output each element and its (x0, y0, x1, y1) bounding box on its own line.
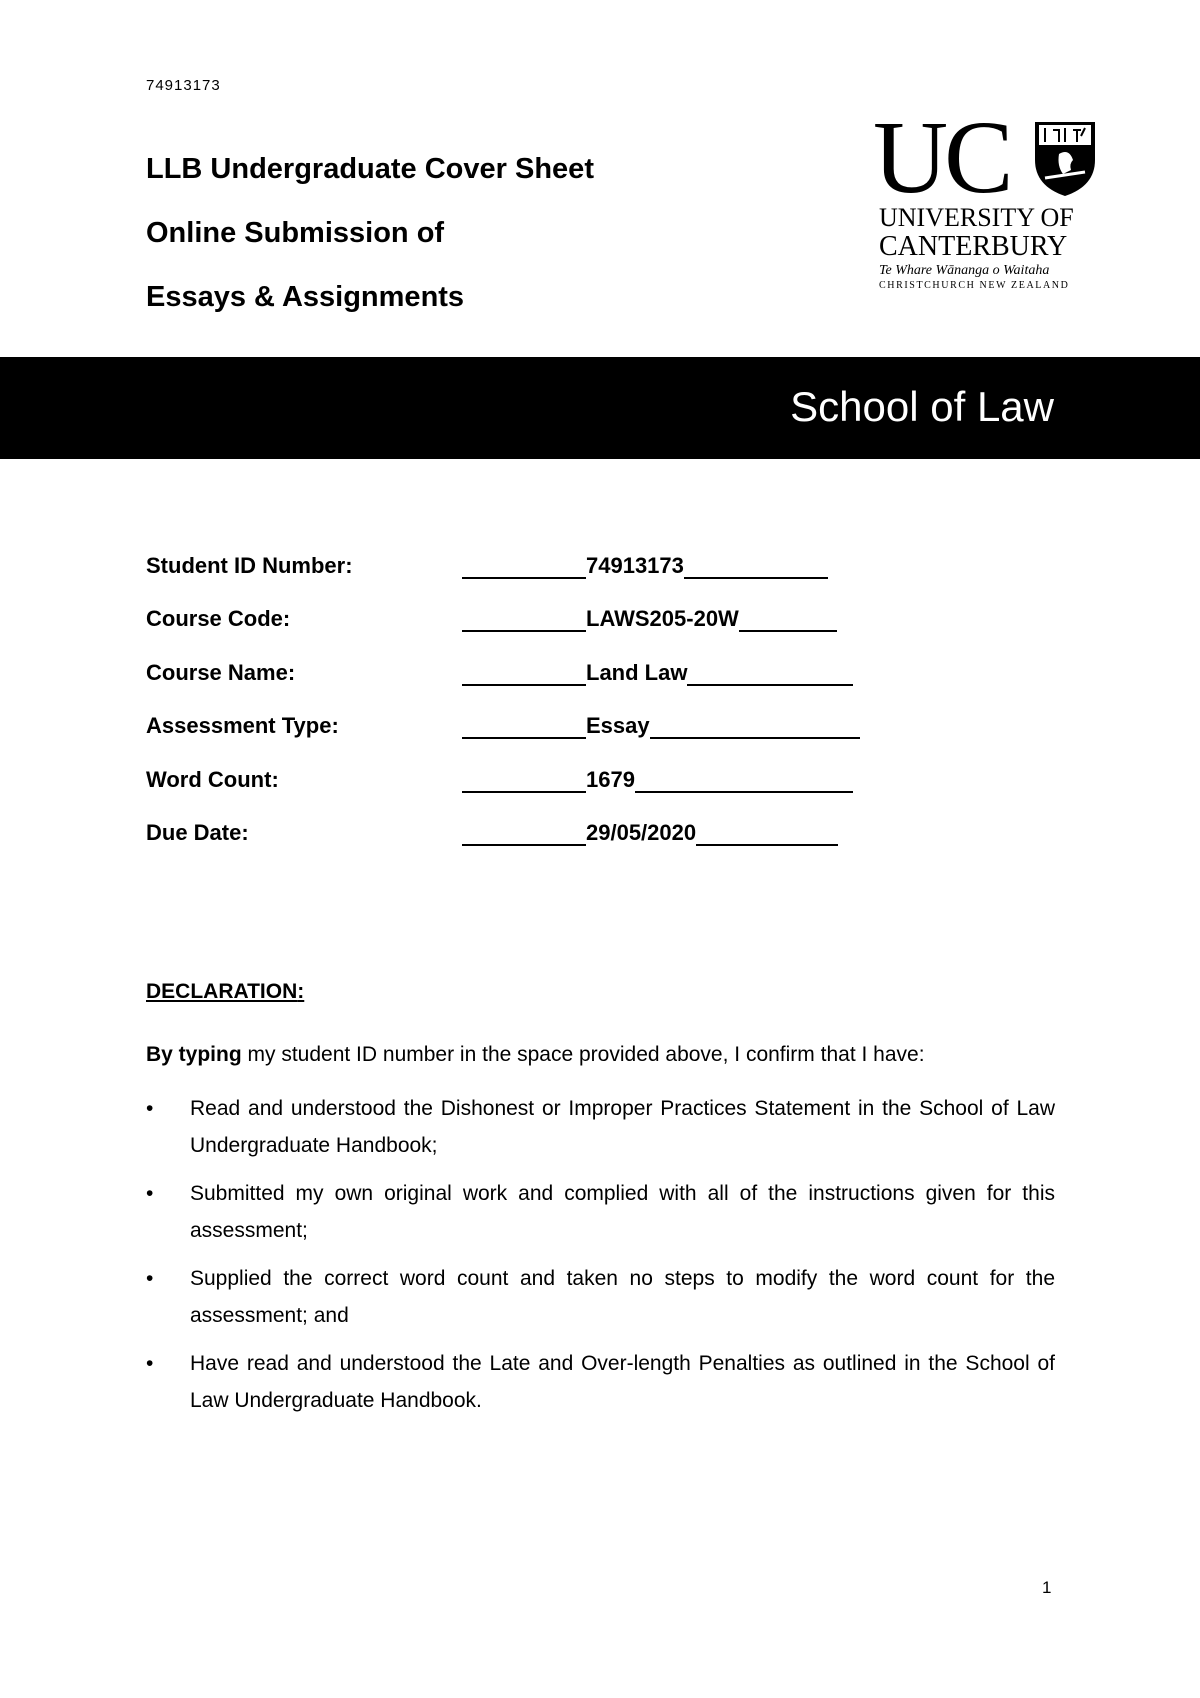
list-item (146, 1345, 1055, 1419)
title-line-3: Essays & Assignments (146, 281, 465, 313)
field-value: LAWS205-20W (586, 606, 739, 631)
field-label: Course Code: (146, 606, 291, 631)
field-label: Assessment Type: (146, 713, 339, 738)
field-value: Land Law (586, 660, 688, 685)
logo-mark: UC (873, 100, 1010, 215)
list-item-text: Have read and understood the Late and Over-length Penalties as outlined in the School of Law Undergraduate Handbook. (190, 1352, 1055, 1412)
field-value: 74913173 (586, 553, 684, 578)
field-value: 29/05/2020 (586, 820, 697, 845)
bullet-icon: • (146, 1182, 154, 1205)
school-banner (0, 357, 1200, 459)
logo-name-line-1: UNIVERSITY OF (879, 203, 1074, 232)
field-word-count (146, 767, 1146, 797)
list-item-text: Read and understood the Dishonest or Improper Practices Statement in the School of Law Undergraduate Handbook; (190, 1097, 1055, 1157)
logo-location: CHRISTCHURCH NEW ZEALAND (879, 280, 1070, 291)
header-student-id: 74913173 (146, 77, 221, 94)
field-course-code (146, 606, 1146, 636)
page-number: 1 (1042, 1578, 1052, 1597)
intro-bold: By typing (146, 1043, 242, 1066)
title-line-1: LLB Undergraduate Cover Sheet (146, 153, 594, 185)
field-due-date (146, 820, 1146, 850)
field-label: Course Name: (146, 660, 296, 685)
list-item (146, 1175, 1055, 1249)
declaration-heading (146, 980, 304, 1004)
logo-name-line-2: CANTERBURY (879, 231, 1068, 262)
bullet-icon: • (146, 1097, 154, 1120)
shield-icon (1033, 120, 1097, 198)
field-value: Essay (586, 713, 650, 738)
field-assessment-type (146, 713, 1146, 743)
list-item (146, 1090, 1055, 1164)
declaration-heading-text: DECLARATION (146, 980, 298, 1003)
field-label: Word Count: (146, 767, 279, 792)
bullet-icon: • (146, 1267, 154, 1290)
field-course-name (146, 660, 1146, 690)
declaration-list (146, 1090, 1055, 1430)
field-label: Due Date: (146, 820, 249, 845)
title-line-2: Online Submission of (146, 217, 445, 249)
list-item-text: Submitted my own original work and complied with all of the instructions given for this assessment; (190, 1182, 1055, 1242)
declaration-colon: : (297, 980, 305, 1003)
logo-maori-name: Te Whare Wānanga o Waitaha (879, 263, 1050, 278)
list-item-text: Supplied the correct word count and taken no steps to modify the word count for the assessment; and (190, 1267, 1055, 1327)
declaration-intro (146, 1043, 925, 1067)
university-logo (873, 100, 1099, 296)
list-item (146, 1260, 1055, 1334)
bullet-icon: • (146, 1352, 154, 1375)
school-name: School of Law (790, 383, 1054, 430)
intro-text: my student ID number in the space provided above, I confirm that I have: (241, 1043, 925, 1066)
field-value: 1679 (586, 767, 635, 792)
field-student-id (146, 553, 1146, 583)
field-label: Student ID Number: (146, 553, 353, 578)
